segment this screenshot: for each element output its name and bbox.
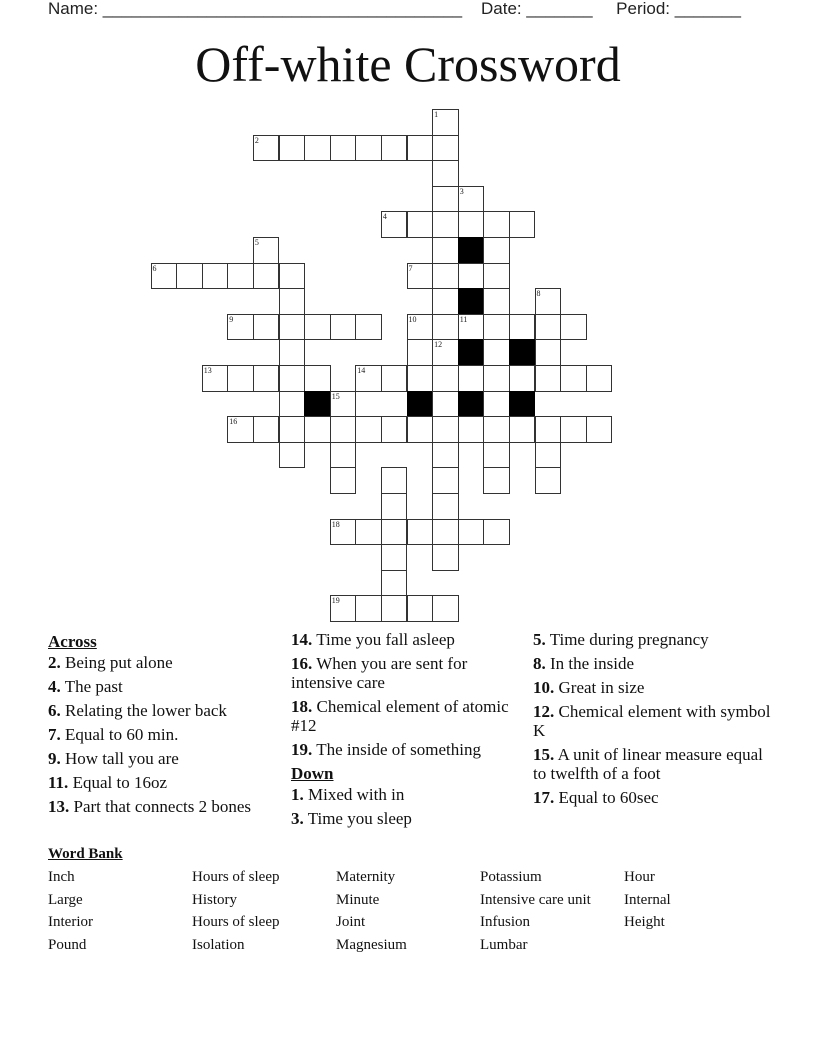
clue-number: 11 <box>459 314 468 324</box>
clue-number-label: 15. <box>533 745 555 764</box>
grid-cell[interactable] <box>304 365 331 392</box>
grid-cell[interactable] <box>483 211 510 238</box>
grid-cell[interactable] <box>381 570 408 597</box>
clue-text: Time you sleep <box>307 809 412 828</box>
grid-block <box>458 391 485 418</box>
grid-cell[interactable] <box>483 365 510 392</box>
clue-number: 13 <box>203 366 212 375</box>
clue-number-label: 2. <box>48 653 61 672</box>
grid-cell[interactable] <box>202 263 229 290</box>
word-bank-item: Internal <box>624 891 671 908</box>
grid-cell[interactable] <box>304 314 331 341</box>
grid-cell[interactable] <box>432 160 459 187</box>
word-bank-item: Isolation <box>192 937 245 954</box>
grid-cell[interactable] <box>458 211 485 238</box>
grid-cell[interactable] <box>432 544 459 571</box>
across-heading: Across <box>48 632 97 651</box>
grid-cell[interactable] <box>227 314 254 341</box>
grid-block <box>304 391 331 418</box>
grid-cell[interactable] <box>279 314 306 341</box>
grid-block <box>509 391 536 418</box>
grid-cell[interactable] <box>279 339 306 366</box>
clue-text: Time during pregnancy <box>549 630 709 649</box>
grid-cell[interactable] <box>253 237 280 264</box>
grid-cell[interactable] <box>483 237 510 264</box>
clue-number-label: 9. <box>48 749 61 768</box>
grid-cell[interactable] <box>330 391 357 418</box>
grid-cell[interactable] <box>381 544 408 571</box>
grid-cell[interactable] <box>458 519 485 546</box>
grid-cell[interactable] <box>279 365 306 392</box>
grid-cell[interactable] <box>483 263 510 290</box>
clue-number-label: 11. <box>48 773 69 792</box>
clue-number-label: 6. <box>48 701 61 720</box>
clue-number-label: 16. <box>291 654 313 673</box>
grid-cell[interactable] <box>304 135 331 162</box>
grid-cell[interactable] <box>509 365 536 392</box>
grid-cell[interactable] <box>407 314 434 341</box>
grid-block <box>509 339 536 366</box>
grid-cell[interactable] <box>381 365 408 392</box>
word-bank-item: History <box>192 891 237 908</box>
clue-number-label: 17. <box>533 788 555 807</box>
grid-cell[interactable] <box>535 416 562 443</box>
grid-cell[interactable] <box>432 467 459 494</box>
word-bank-item: Interior <box>48 914 93 931</box>
grid-cell[interactable] <box>330 519 357 546</box>
clue-text: The past <box>64 677 123 696</box>
period-field[interactable]: Period: _______ <box>616 0 741 18</box>
clue-number: 14 <box>357 366 366 375</box>
grid-cell[interactable] <box>483 416 510 443</box>
clue-number: 12 <box>434 340 443 350</box>
grid-cell[interactable] <box>253 314 280 341</box>
word-bank-item: Potassium <box>480 869 542 885</box>
clue-text: Mixed with in <box>308 785 405 804</box>
grid-cell[interactable] <box>586 416 613 443</box>
clue-number: 10 <box>408 314 417 324</box>
clues-column-1 <box>48 630 273 821</box>
grid-cell[interactable] <box>458 263 485 290</box>
grid-cell[interactable] <box>355 135 382 162</box>
clue-text: Great in size <box>558 678 645 697</box>
clue-text: Chemical element of atomic #12 <box>291 697 509 735</box>
grid-cell[interactable] <box>253 135 280 162</box>
grid-cell[interactable] <box>304 416 331 443</box>
grid-cell[interactable] <box>407 365 434 392</box>
word-bank-item: Intensive care unit <box>480 891 591 908</box>
clue-text: Relating the lower back <box>65 701 227 720</box>
word-bank-item: Minute <box>336 891 380 908</box>
grid-block <box>458 237 485 264</box>
grid-cell[interactable] <box>509 314 536 341</box>
grid-block <box>458 288 485 315</box>
clue-number: 9 <box>229 314 234 324</box>
grid-cell[interactable] <box>560 416 587 443</box>
page-title: Off-white Crossword <box>195 36 621 92</box>
clue-text: Being put alone <box>65 653 173 672</box>
grid-cell[interactable] <box>381 416 408 443</box>
clue-item <box>48 725 273 744</box>
word-bank-item: Lumbar <box>480 937 528 954</box>
clue-item <box>48 677 273 696</box>
grid-cell[interactable] <box>176 263 203 290</box>
grid-cell[interactable] <box>432 288 459 315</box>
grid-cell[interactable] <box>407 135 434 162</box>
grid-cell[interactable] <box>432 365 459 392</box>
grid-cell[interactable] <box>151 263 178 290</box>
grid-cell[interactable] <box>458 365 485 392</box>
grid-cell[interactable] <box>381 467 408 494</box>
clue-number-label: 1. <box>291 785 304 804</box>
grid-cell[interactable] <box>432 339 459 366</box>
word-bank-item: Pound <box>48 937 87 954</box>
grid-cell[interactable] <box>432 595 459 622</box>
grid-block <box>458 339 485 366</box>
grid-cell[interactable] <box>279 288 306 315</box>
grid-cell[interactable] <box>355 595 382 622</box>
clue-number-label: 14. <box>291 630 313 649</box>
word-bank-title: Word Bank <box>48 846 123 862</box>
grid-cell[interactable] <box>227 416 254 443</box>
clue-number-label: 10. <box>533 678 555 697</box>
clue-item <box>291 630 516 649</box>
grid-cell[interactable] <box>330 595 357 622</box>
grid-cell[interactable] <box>509 416 536 443</box>
grid-cell[interactable] <box>483 391 510 418</box>
clue-item <box>533 788 773 807</box>
clue-number-label: 5. <box>533 630 546 649</box>
grid-cell[interactable] <box>458 186 485 213</box>
grid-cell[interactable] <box>535 442 562 469</box>
grid-cell[interactable] <box>227 263 254 290</box>
grid-cell[interactable] <box>279 391 306 418</box>
clue-text: When you are sent for intensive care <box>291 654 468 692</box>
clue-text: Equal to 60 min. <box>65 725 179 744</box>
grid-cell[interactable] <box>407 519 434 546</box>
grid-cell[interactable] <box>279 442 306 469</box>
grid-cell[interactable] <box>330 467 357 494</box>
clue-number-label: 19. <box>291 740 313 759</box>
grid-cell[interactable] <box>279 263 306 290</box>
grid-cell[interactable] <box>407 595 434 622</box>
clue-text: Part that connects 2 bones <box>73 797 252 816</box>
grid-cell[interactable] <box>483 314 510 341</box>
clue-item <box>291 740 516 759</box>
grid-cell[interactable] <box>483 519 510 546</box>
clue-number: 18 <box>331 519 340 529</box>
grid-cell[interactable] <box>458 416 485 443</box>
grid-cell[interactable] <box>330 135 357 162</box>
word-bank-item: Magnesium <box>336 937 407 954</box>
clue-number: 3 <box>459 186 464 196</box>
clue-number: 2 <box>254 135 259 145</box>
clue-text: In the inside <box>550 654 635 673</box>
grid-cell[interactable] <box>483 442 510 469</box>
grid-cell[interactable] <box>535 288 562 315</box>
grid-cell[interactable] <box>432 109 459 136</box>
word-bank-item: Hours of sleep <box>192 914 280 931</box>
grid-block <box>407 391 434 418</box>
clue-item <box>533 702 773 740</box>
clue-number-label: 12. <box>533 702 555 721</box>
grid-cell[interactable] <box>560 314 587 341</box>
grid-cell[interactable] <box>407 339 434 366</box>
clue-number-label: 18. <box>291 697 313 716</box>
clue-text: A unit of linear measure equal to twelfth of a foot <box>533 745 763 783</box>
clue-number-label: 13. <box>48 797 70 816</box>
grid-cell[interactable] <box>509 211 536 238</box>
clue-number: 4 <box>382 212 387 222</box>
clue-item <box>48 653 273 672</box>
grid-cell[interactable] <box>458 314 485 341</box>
grid-cell[interactable] <box>535 339 562 366</box>
clue-text: Time you fall asleep <box>316 630 455 649</box>
grid-cell[interactable] <box>535 365 562 392</box>
grid-cell[interactable] <box>483 467 510 494</box>
grid-cell[interactable] <box>355 416 382 443</box>
clues-column-3 <box>533 630 773 812</box>
grid-cell[interactable] <box>432 493 459 520</box>
grid-cell[interactable] <box>253 263 280 290</box>
grid-cell[interactable] <box>355 365 382 392</box>
clue-number: 8 <box>536 289 541 299</box>
clue-item <box>48 749 273 768</box>
grid-cell[interactable] <box>253 416 280 443</box>
grid-cell[interactable] <box>432 519 459 546</box>
grid-cell[interactable] <box>202 365 229 392</box>
grid-cell[interactable] <box>355 314 382 341</box>
clue-number: 15 <box>331 391 340 401</box>
grid-cell[interactable] <box>279 135 306 162</box>
clue-number-label: 8. <box>533 654 546 673</box>
grid-cell[interactable] <box>407 263 434 290</box>
word-bank-item: Height <box>624 914 665 931</box>
grid-cell[interactable] <box>381 493 408 520</box>
word-bank-item: Inch <box>48 869 75 885</box>
clue-item <box>533 654 773 673</box>
grid-cell[interactable] <box>432 186 459 213</box>
clue-text: Equal to 60sec <box>558 788 659 807</box>
clue-number: 19 <box>331 596 340 606</box>
word-bank-item: Infusion <box>480 914 530 931</box>
clues-column-2 <box>291 630 516 833</box>
clue-text: Equal to 16oz <box>72 773 167 792</box>
down-heading: Down <box>291 764 334 783</box>
grid-cell[interactable] <box>381 211 408 238</box>
grid-cell[interactable] <box>535 467 562 494</box>
grid-cell[interactable] <box>432 211 459 238</box>
grid-cell[interactable] <box>560 365 587 392</box>
grid-cell[interactable] <box>432 416 459 443</box>
grid-cell[interactable] <box>432 442 459 469</box>
clue-text: How tall you are <box>65 749 179 768</box>
grid-cell[interactable] <box>432 391 459 418</box>
clue-item <box>291 654 516 692</box>
grid-cell[interactable] <box>279 416 306 443</box>
date-field[interactable]: Date: _______ <box>480 0 593 18</box>
grid-cell[interactable] <box>432 237 459 264</box>
clue-item <box>533 745 773 783</box>
clue-text: Chemical element with symbol K <box>533 702 771 740</box>
clue-number: 1 <box>434 110 439 119</box>
clue-item <box>48 797 273 816</box>
grid-cell[interactable] <box>330 314 357 341</box>
clue-number: 7 <box>408 263 413 273</box>
clue-number: 6 <box>152 263 157 273</box>
clue-text: The inside of something <box>316 740 481 759</box>
grid-cell[interactable] <box>483 288 510 315</box>
clue-item <box>291 785 516 804</box>
grid-cell[interactable] <box>432 263 459 290</box>
grid-cell[interactable] <box>381 135 408 162</box>
grid-cell[interactable] <box>330 416 357 443</box>
grid-cell[interactable] <box>330 442 357 469</box>
clue-item <box>48 773 273 792</box>
grid-cell[interactable] <box>432 135 459 162</box>
clue-number-label: 7. <box>48 725 61 744</box>
grid-cell[interactable] <box>407 416 434 443</box>
grid-cell[interactable] <box>535 314 562 341</box>
word-bank-item: Large <box>48 891 83 908</box>
clue-number-label: 4. <box>48 677 61 696</box>
grid-cell[interactable] <box>227 365 254 392</box>
grid-cell[interactable] <box>483 339 510 366</box>
clue-item <box>291 809 516 828</box>
clue-number: 5 <box>254 238 259 247</box>
grid-cell[interactable] <box>407 211 434 238</box>
clue-item <box>533 678 773 697</box>
grid-cell[interactable] <box>381 519 408 546</box>
name-field[interactable]: Name: ______________________________________ <box>48 0 463 18</box>
grid-cell[interactable] <box>586 365 613 392</box>
clue-item <box>533 630 773 649</box>
clue-item <box>48 701 273 720</box>
word-bank-item: Hour <box>624 869 655 885</box>
word-bank-item: Hours of sleep <box>192 869 280 885</box>
grid-cell[interactable] <box>253 365 280 392</box>
clue-item <box>291 697 516 735</box>
clue-number-label: 3. <box>291 809 304 828</box>
word-bank-item: Joint <box>336 914 366 931</box>
word-bank-item: Maternity <box>336 869 396 885</box>
grid-cell[interactable] <box>355 519 382 546</box>
clue-number: 16 <box>229 417 238 427</box>
grid-cell[interactable] <box>381 595 408 622</box>
